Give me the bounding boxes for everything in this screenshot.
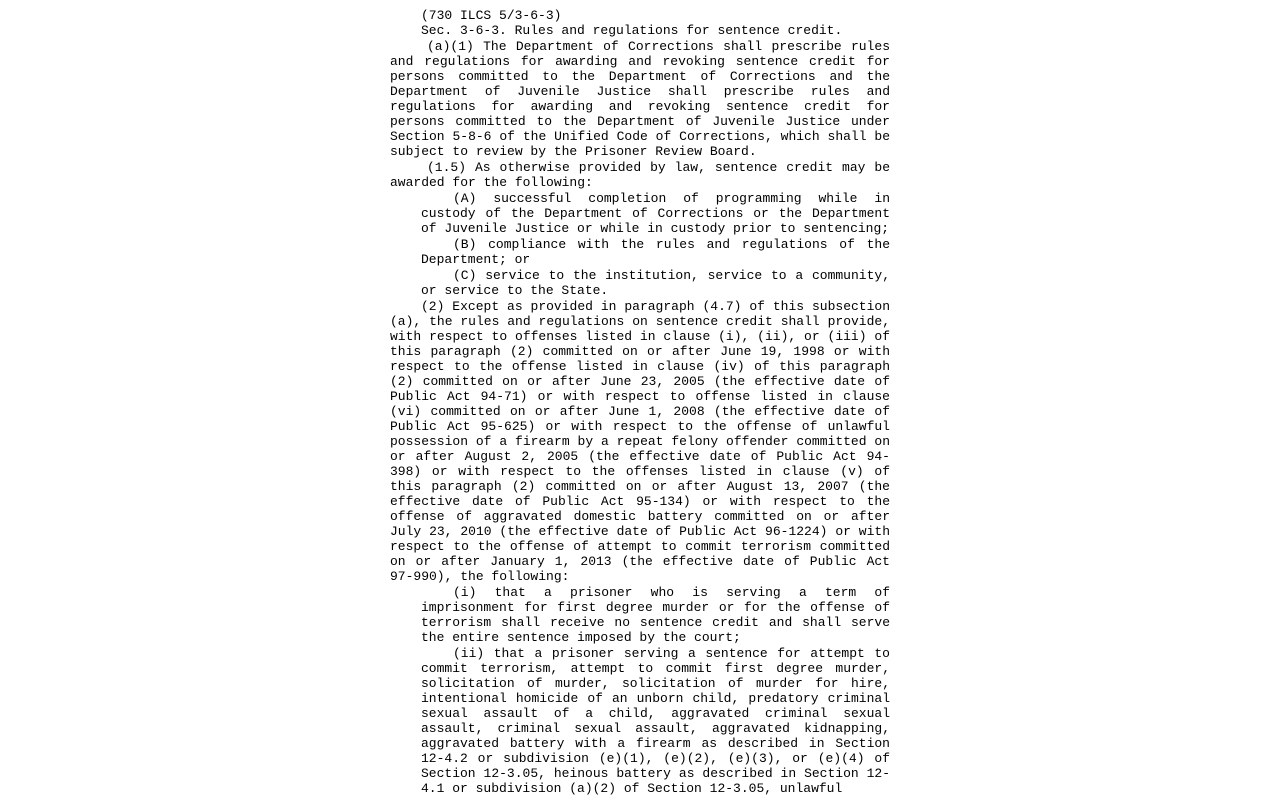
paragraph-a1: (a)(1) The Department of Corrections shall prescribe rules and regulations for awarding and revoking sentence credit for persons committed to the Department of Corrections and the Department of Juvenile Justice shall prescribe rules and regulations for awarding and revoking sentence credit for persons committed to the Department of Juvenile Justice under Section 5-8-6 of the Unified Code of Corrections, which shall be subject to review by the Prisoner Review Board. xyxy=(390,39,890,159)
list-item-1-5-a: (A) successful completion of programming while in custody of the Department of Corrections or the Department of Juvenile Justice or while in custody prior to sentencing; xyxy=(421,191,890,236)
list-item-2-ii: (ii) that a prisoner serving a sentence for attempt to commit terrorism, attempt to commit first degree murder, solicitation of murder, solicitation of murder for hire, intentional homicide of an unborn child, predatory criminal sexual assault of a child, aggravated criminal sexual assault, criminal sexual assault, aggravated kidnapping, aggravated battery with a firearm as described in Section 12-4.2 or subdivision (e)(1), (e)(2), (e)(3), or (e)(4) of Section 12-3.05, heinous battery as described in Section 12-4.1 or subdivision (a)(2) of Section 12-3.05, unlawful xyxy=(421,646,890,796)
paragraph-1-5: (1.5) As otherwise provided by law, sentence credit may be awarded for the following: xyxy=(390,160,890,190)
list-item-1-5-c: (C) service to the institution, service to a community, or service to the State. xyxy=(421,268,890,298)
list-item-2-i: (i) that a prisoner who is serving a term of imprisonment for first degree murder or for the offense of terrorism shall receive no sentence credit and shall serve the entire sentence imposed by the court; xyxy=(421,585,890,645)
list-item-1-5-b: (B) compliance with the rules and regulations of the Department; or xyxy=(421,237,890,267)
statute-document xyxy=(390,8,890,796)
statute-citation: (730 ILCS 5/3-6-3) xyxy=(421,8,562,23)
paragraph-2: (2) Except as provided in paragraph (4.7) of this subsection (a), the rules and regulations on sentence credit shall provide, with respect to offenses listed in clause (i), (ii), or (iii) of this paragraph (2) committed on or after June 19, 1998 or with respect to the offense listed in clause (iv) of this paragraph (2) committed on or after June 23, 2005 (the effective date of Public Act 94-71) or with respect to offense listed in clause (vi) committed on or after June 1, 2008 (the effective date of Public Act 95-625) or with respect to the offense of unlawful possession of a firearm by a repeat felony offender committed on or after August 2, 2005 (the effective date of Public Act 94-398) or with respect to the offenses listed in clause (v) of this paragraph (2) committed on or after August 13, 2007 (the effective date of Public Act 95-134) or with respect to the offense of aggravated domestic battery committed on or after July 23, 2010 (the effective date of Public Act 96-1224) or with respect to the offense of attempt to commit terrorism committed on or after January 1, 2013 (the effective date of Public Act 97-990), the following: xyxy=(390,299,890,584)
section-heading: Sec. 3-6-3. Rules and regulations for sentence credit. xyxy=(421,23,843,38)
